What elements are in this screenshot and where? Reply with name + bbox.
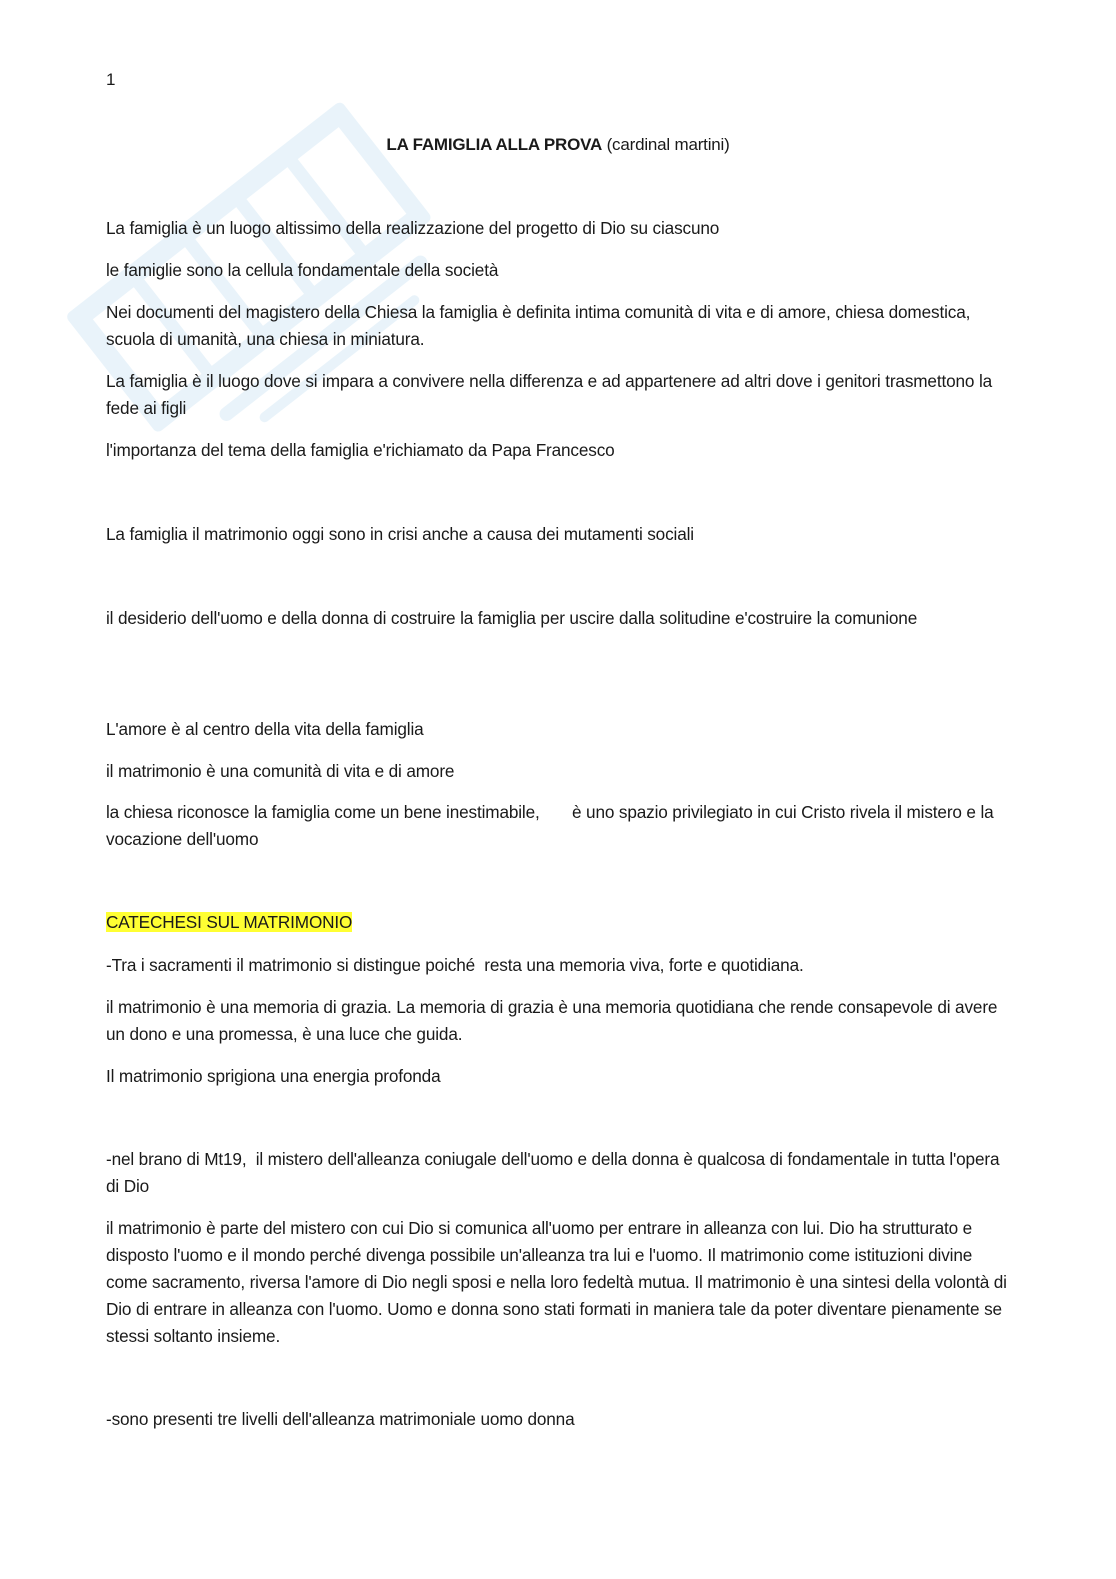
section-heading: [106, 909, 1011, 936]
page-number: 1: [106, 70, 116, 89]
paragraph: La famiglia è il luogo dove si impara a convivere nella differenza e ad appartenere ad altri dove i genitori trasmettono la fede ai figli: [106, 371, 997, 418]
paragraph: le famiglie sono la cellula fondamentale della società: [106, 260, 499, 280]
paragraph: L'amore è al centro della vita della famiglia: [106, 719, 424, 739]
title-subtitle: (cardinal martini): [602, 135, 730, 154]
section-paragraph: -Tra i sacramenti il matrimonio si distingue poiché resta una memoria viva, forte e quotidiana.: [106, 955, 804, 975]
section-paragraph: il matrimonio è una memoria di grazia. La memoria di grazia è una memoria quotidiana che rende consapevole di avere un dono e una promessa, è una luce che guida.: [106, 997, 1002, 1044]
title-main: LA FAMIGLIA ALLA PROVA: [386, 135, 603, 154]
section-paragraph: il matrimonio è parte del mistero con cui Dio si comunica all'uomo per entrare in alleanza con lui. Dio ha strutturato e disposto l'uomo e il mondo perché divenga possibile un'alleanza tra lui e l'uomo. Il matrimonio come istituzioni divine come sacramento, riversa l'amore di Dio negli sposi e nella loro fedeltà mutua. Il matrimonio è una sintesi della volontà di Dio di entrare in alleanza con l'uomo. Uomo e donna sono stati formati in maniera tale da poter diventare pienamente se stessi soltanto insieme.: [106, 1218, 1012, 1346]
paragraph: Nei documenti del magistero della Chiesa la famiglia è definita intima comunità di vita e di amore, chiesa domestica, scuola di umanità, una chiesa in miniatura.: [106, 302, 975, 349]
paragraph: La famiglia il matrimonio oggi sono in crisi anche a causa dei mutamenti sociali: [106, 524, 694, 544]
paragraph: il desiderio dell'uomo e della donna di costruire la famiglia per uscire dalla solitudine e'costruire la comunione: [106, 608, 918, 628]
section-paragraph: -nel brano di Mt19, il mistero dell'alleanza coniugale dell'uomo e della donna è qualcosa di fondamentale in tutta l'opera di Dio: [106, 1149, 1005, 1196]
section-paragraph: -sono presenti tre livelli dell'alleanza matrimoniale uomo donna: [106, 1409, 575, 1429]
paragraph: la chiesa riconosce la famiglia come un bene inestimabile, è uno spazio privilegiato in cui Cristo rivela il mistero e la vocazione dell'uomo: [106, 802, 999, 849]
section-heading-highlight: CATECHESI SUL MATRIMONIO: [106, 912, 353, 932]
section-paragraph: Il matrimonio sprigiona una energia profonda: [106, 1066, 441, 1086]
paragraph: l'importanza del tema della famiglia e'richiamato da Papa Francesco: [106, 440, 615, 460]
document-title: [0, 135, 1116, 155]
paragraph: il matrimonio è una comunità di vita e di amore: [106, 761, 455, 781]
paragraph: La famiglia è un luogo altissimo della realizzazione del progetto di Dio su ciascuno: [106, 218, 720, 238]
